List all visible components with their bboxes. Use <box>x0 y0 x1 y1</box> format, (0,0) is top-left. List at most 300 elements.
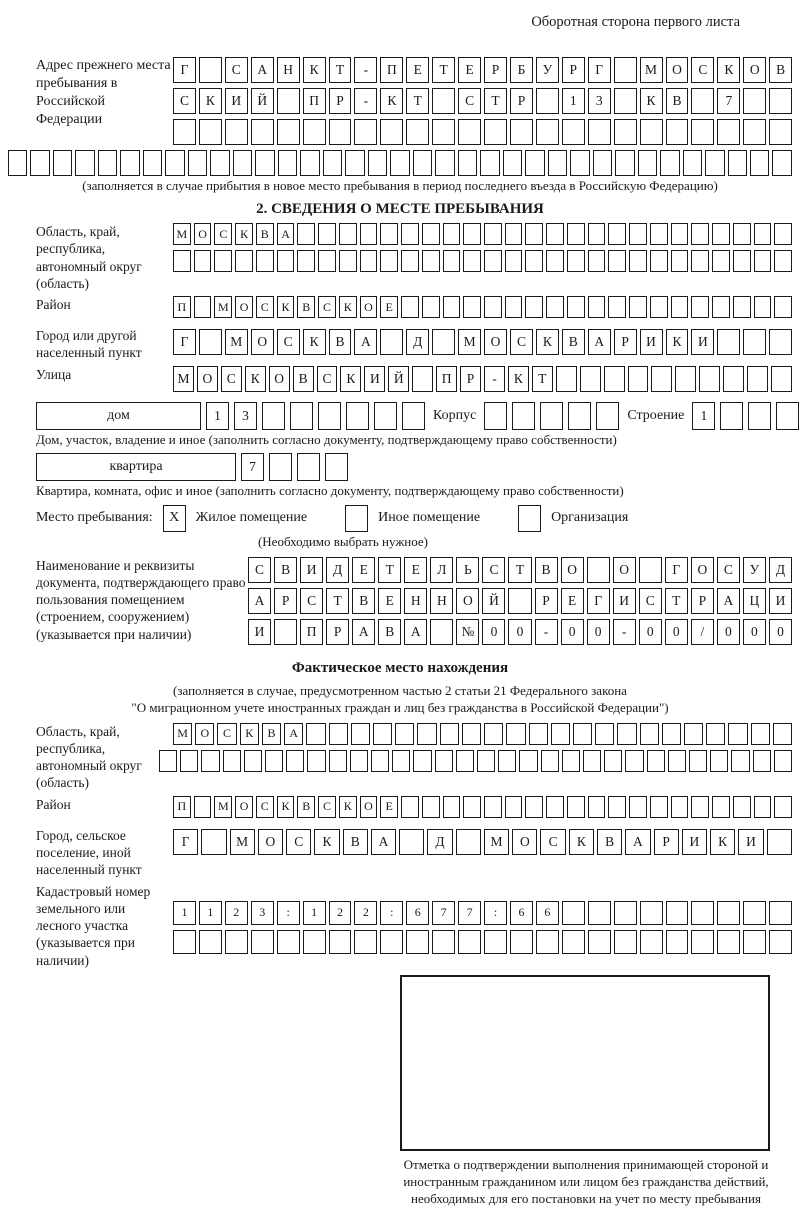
char-cell[interactable] <box>712 250 730 272</box>
char-cell[interactable] <box>608 250 626 272</box>
char-cell[interactable]: В <box>352 588 375 614</box>
char-cell[interactable]: - <box>535 619 558 645</box>
char-cell[interactable]: У <box>743 557 766 583</box>
char-cell[interactable]: И <box>682 829 707 855</box>
char-cell[interactable]: С <box>317 366 338 392</box>
char-cell[interactable] <box>671 223 689 245</box>
char-cell[interactable] <box>691 223 709 245</box>
char-cell[interactable]: С <box>214 223 232 245</box>
char-cell[interactable] <box>691 930 714 954</box>
char-cell[interactable] <box>484 119 507 145</box>
char-cell[interactable]: И <box>738 829 763 855</box>
char-cell[interactable] <box>422 250 440 272</box>
char-cell[interactable] <box>675 366 696 392</box>
char-cell[interactable]: Г <box>173 329 196 355</box>
char-cell[interactable] <box>432 88 455 114</box>
char-cell[interactable] <box>525 150 544 176</box>
char-cell[interactable]: : <box>277 901 300 925</box>
char-cell[interactable]: 2 <box>329 901 352 925</box>
char-cell[interactable]: К <box>277 796 295 818</box>
char-cell[interactable] <box>529 723 548 745</box>
char-cell[interactable]: М <box>173 366 194 392</box>
char-cell[interactable] <box>640 901 663 925</box>
char-cell[interactable]: К <box>199 88 222 114</box>
char-cell[interactable] <box>194 796 212 818</box>
char-cell[interactable] <box>562 119 585 145</box>
char-cell[interactable]: Д <box>427 829 452 855</box>
char-cell[interactable]: П <box>436 366 457 392</box>
char-cell[interactable]: А <box>251 57 274 83</box>
char-cell[interactable]: В <box>274 557 297 583</box>
char-cell[interactable] <box>435 150 454 176</box>
char-cell[interactable] <box>329 723 348 745</box>
char-cell[interactable]: А <box>588 329 611 355</box>
char-cell[interactable]: М <box>173 223 191 245</box>
char-cell[interactable] <box>662 723 681 745</box>
char-cell[interactable] <box>210 150 229 176</box>
char-cell[interactable] <box>567 250 585 272</box>
char-cell[interactable] <box>255 150 274 176</box>
char-cell[interactable]: : <box>484 901 507 925</box>
char-cell[interactable] <box>306 723 325 745</box>
char-cell[interactable] <box>588 901 611 925</box>
char-cell[interactable]: К <box>245 366 266 392</box>
char-cell[interactable] <box>691 296 709 318</box>
char-cell[interactable]: И <box>769 588 792 614</box>
char-cell[interactable]: Е <box>378 588 401 614</box>
char-cell[interactable]: И <box>613 588 636 614</box>
char-cell[interactable] <box>303 119 326 145</box>
char-cell[interactable]: Т <box>432 57 455 83</box>
char-cell[interactable]: О <box>743 57 766 83</box>
char-cell[interactable]: Т <box>326 588 349 614</box>
char-cell[interactable] <box>614 57 637 83</box>
char-cell[interactable] <box>691 250 709 272</box>
char-cell[interactable]: Й <box>388 366 409 392</box>
char-cell[interactable]: Т <box>508 557 531 583</box>
char-cell[interactable] <box>422 796 440 818</box>
char-cell[interactable]: О <box>613 557 636 583</box>
char-cell[interactable]: С <box>510 329 533 355</box>
char-cell[interactable] <box>754 296 772 318</box>
char-cell[interactable]: 7 <box>458 901 481 925</box>
char-cell[interactable] <box>629 250 647 272</box>
char-cell[interactable]: Р <box>691 588 714 614</box>
char-cell[interactable] <box>380 329 403 355</box>
stay-type-checkbox-organization[interactable] <box>518 505 541 532</box>
char-cell[interactable] <box>750 150 769 176</box>
char-cell[interactable] <box>173 930 196 954</box>
char-cell[interactable] <box>717 119 740 145</box>
char-cell[interactable]: К <box>536 329 559 355</box>
char-cell[interactable] <box>194 296 212 318</box>
char-cell[interactable] <box>401 796 419 818</box>
char-cell[interactable]: 1 <box>199 901 222 925</box>
char-cell[interactable]: В <box>297 796 315 818</box>
char-cell[interactable] <box>458 930 481 954</box>
char-cell[interactable] <box>120 150 139 176</box>
char-cell[interactable]: № <box>456 619 479 645</box>
char-cell[interactable]: В <box>262 723 281 745</box>
char-cell[interactable] <box>717 930 740 954</box>
char-cell[interactable]: С <box>482 557 505 583</box>
char-cell[interactable] <box>683 150 702 176</box>
char-cell[interactable] <box>650 223 668 245</box>
char-cell[interactable]: 0 <box>639 619 662 645</box>
char-cell[interactable] <box>588 250 606 272</box>
char-cell[interactable] <box>748 402 771 430</box>
char-cell[interactable]: С <box>318 296 336 318</box>
char-cell[interactable] <box>480 150 499 176</box>
char-cell[interactable]: 0 <box>717 619 740 645</box>
char-cell[interactable] <box>562 901 585 925</box>
char-cell[interactable] <box>573 723 592 745</box>
char-cell[interactable] <box>614 88 637 114</box>
char-cell[interactable] <box>628 366 649 392</box>
char-cell[interactable] <box>769 930 792 954</box>
char-cell[interactable] <box>720 402 743 430</box>
char-cell[interactable] <box>699 366 720 392</box>
char-cell[interactable] <box>774 223 792 245</box>
char-cell[interactable] <box>406 119 429 145</box>
char-cell[interactable] <box>650 296 668 318</box>
char-cell[interactable] <box>691 88 714 114</box>
char-cell[interactable] <box>773 723 792 745</box>
char-cell[interactable] <box>548 150 567 176</box>
char-cell[interactable] <box>639 557 662 583</box>
char-cell[interactable] <box>325 453 348 481</box>
char-cell[interactable]: А <box>371 829 396 855</box>
char-cell[interactable] <box>567 796 585 818</box>
char-cell[interactable] <box>772 150 791 176</box>
char-cell[interactable] <box>723 366 744 392</box>
char-cell[interactable] <box>743 901 766 925</box>
char-cell[interactable] <box>354 930 377 954</box>
char-cell[interactable] <box>456 750 474 772</box>
char-cell[interactable] <box>525 223 543 245</box>
char-cell[interactable]: О <box>258 829 283 855</box>
char-cell[interactable]: - <box>484 366 505 392</box>
char-cell[interactable] <box>754 796 772 818</box>
char-cell[interactable] <box>477 750 495 772</box>
char-cell[interactable] <box>278 150 297 176</box>
char-cell[interactable] <box>536 119 559 145</box>
char-cell[interactable]: Р <box>614 329 637 355</box>
char-cell[interactable] <box>508 588 531 614</box>
char-cell[interactable]: Е <box>380 796 398 818</box>
char-cell[interactable]: Р <box>329 88 352 114</box>
char-cell[interactable] <box>458 150 477 176</box>
char-cell[interactable] <box>462 723 481 745</box>
char-cell[interactable]: 3 <box>234 402 257 430</box>
char-cell[interactable]: - <box>354 57 377 83</box>
char-cell[interactable] <box>733 796 751 818</box>
char-cell[interactable] <box>546 296 564 318</box>
char-cell[interactable]: К <box>339 796 357 818</box>
char-cell[interactable] <box>463 223 481 245</box>
char-cell[interactable] <box>269 453 292 481</box>
char-cell[interactable] <box>286 750 304 772</box>
char-cell[interactable] <box>556 366 577 392</box>
char-cell[interactable] <box>350 750 368 772</box>
char-cell[interactable] <box>671 296 689 318</box>
char-cell[interactable]: Т <box>406 88 429 114</box>
char-cell[interactable] <box>173 119 196 145</box>
char-cell[interactable] <box>588 119 611 145</box>
char-cell[interactable] <box>351 723 370 745</box>
char-cell[interactable]: А <box>354 329 377 355</box>
char-cell[interactable] <box>265 750 283 772</box>
char-cell[interactable]: 7 <box>717 88 740 114</box>
char-cell[interactable] <box>691 119 714 145</box>
char-cell[interactable] <box>691 901 714 925</box>
char-cell[interactable]: В <box>769 57 792 83</box>
char-cell[interactable]: К <box>277 296 295 318</box>
char-cell[interactable]: Ь <box>456 557 479 583</box>
char-cell[interactable] <box>199 930 222 954</box>
char-cell[interactable] <box>297 250 315 272</box>
char-cell[interactable]: В <box>293 366 314 392</box>
char-cell[interactable]: М <box>214 296 232 318</box>
char-cell[interactable] <box>774 296 792 318</box>
char-cell[interactable] <box>751 723 770 745</box>
char-cell[interactable]: С <box>217 723 236 745</box>
char-cell[interactable] <box>463 796 481 818</box>
char-cell[interactable] <box>705 150 724 176</box>
char-cell[interactable]: О <box>197 366 218 392</box>
char-cell[interactable]: 0 <box>743 619 766 645</box>
char-cell[interactable]: С <box>256 296 274 318</box>
char-cell[interactable] <box>604 750 622 772</box>
char-cell[interactable] <box>484 402 507 430</box>
char-cell[interactable]: Д <box>769 557 792 583</box>
char-cell[interactable] <box>435 750 453 772</box>
char-cell[interactable] <box>743 88 766 114</box>
char-cell[interactable] <box>300 150 319 176</box>
char-cell[interactable] <box>671 796 689 818</box>
char-cell[interactable]: О <box>484 329 507 355</box>
char-cell[interactable] <box>354 119 377 145</box>
char-cell[interactable]: О <box>195 723 214 745</box>
char-cell[interactable]: Е <box>458 57 481 83</box>
char-cell[interactable] <box>251 119 274 145</box>
char-cell[interactable]: : <box>380 901 403 925</box>
char-cell[interactable] <box>551 723 570 745</box>
char-cell[interactable] <box>629 296 647 318</box>
char-cell[interactable]: И <box>640 329 663 355</box>
char-cell[interactable] <box>413 150 432 176</box>
char-cell[interactable] <box>733 250 751 272</box>
char-cell[interactable] <box>774 250 792 272</box>
char-cell[interactable]: И <box>300 557 323 583</box>
char-cell[interactable] <box>774 796 792 818</box>
char-cell[interactable] <box>771 366 792 392</box>
char-cell[interactable]: 0 <box>587 619 610 645</box>
char-cell[interactable] <box>75 150 94 176</box>
char-cell[interactable] <box>650 796 668 818</box>
char-cell[interactable] <box>754 223 772 245</box>
char-cell[interactable] <box>743 930 766 954</box>
char-cell[interactable] <box>510 930 533 954</box>
char-cell[interactable] <box>596 402 619 430</box>
char-cell[interactable] <box>412 366 433 392</box>
char-cell[interactable] <box>406 930 429 954</box>
stay-type-checkbox-other[interactable] <box>345 505 368 532</box>
char-cell[interactable]: О <box>194 223 212 245</box>
char-cell[interactable] <box>392 750 410 772</box>
char-cell[interactable]: М <box>640 57 663 83</box>
char-cell[interactable] <box>318 223 336 245</box>
char-cell[interactable]: 7 <box>241 453 264 481</box>
char-cell[interactable] <box>199 57 222 83</box>
char-cell[interactable]: К <box>235 223 253 245</box>
char-cell[interactable]: Ц <box>743 588 766 614</box>
char-cell[interactable] <box>536 930 559 954</box>
char-cell[interactable] <box>650 250 668 272</box>
char-cell[interactable] <box>329 119 352 145</box>
char-cell[interactable]: О <box>360 796 378 818</box>
char-cell[interactable] <box>774 750 792 772</box>
char-cell[interactable]: В <box>535 557 558 583</box>
char-cell[interactable] <box>731 750 749 772</box>
char-cell[interactable] <box>498 750 516 772</box>
char-cell[interactable]: Е <box>380 296 398 318</box>
char-cell[interactable] <box>769 119 792 145</box>
char-cell[interactable]: Р <box>535 588 558 614</box>
char-cell[interactable] <box>235 250 253 272</box>
char-cell[interactable] <box>706 723 725 745</box>
char-cell[interactable] <box>769 88 792 114</box>
char-cell[interactable] <box>519 750 537 772</box>
char-cell[interactable]: П <box>380 57 403 83</box>
char-cell[interactable]: С <box>256 796 274 818</box>
char-cell[interactable] <box>277 250 295 272</box>
char-cell[interactable]: И <box>364 366 385 392</box>
char-cell[interactable] <box>588 296 606 318</box>
char-cell[interactable] <box>262 402 285 430</box>
char-cell[interactable]: 1 <box>206 402 229 430</box>
char-cell[interactable] <box>346 402 369 430</box>
char-cell[interactable]: 0 <box>665 619 688 645</box>
char-cell[interactable] <box>587 557 610 583</box>
char-cell[interactable]: М <box>214 796 232 818</box>
char-cell[interactable]: 0 <box>508 619 531 645</box>
char-cell[interactable] <box>747 366 768 392</box>
char-cell[interactable]: И <box>248 619 271 645</box>
char-cell[interactable] <box>546 796 564 818</box>
char-cell[interactable] <box>638 150 657 176</box>
char-cell[interactable]: К <box>314 829 339 855</box>
char-cell[interactable] <box>399 829 424 855</box>
char-cell[interactable] <box>307 750 325 772</box>
char-cell[interactable]: 1 <box>303 901 326 925</box>
char-cell[interactable]: Г <box>173 829 198 855</box>
char-cell[interactable]: Н <box>430 588 453 614</box>
char-cell[interactable]: П <box>173 296 191 318</box>
char-cell[interactable] <box>583 750 601 772</box>
char-cell[interactable] <box>30 150 49 176</box>
char-cell[interactable]: Т <box>532 366 553 392</box>
char-cell[interactable] <box>201 829 226 855</box>
char-cell[interactable] <box>769 329 792 355</box>
char-cell[interactable]: Р <box>510 88 533 114</box>
char-cell[interactable]: Р <box>274 588 297 614</box>
stay-type-checkbox-residential[interactable]: X <box>163 505 186 532</box>
char-cell[interactable]: Д <box>326 557 349 583</box>
char-cell[interactable] <box>647 750 665 772</box>
char-cell[interactable] <box>608 223 626 245</box>
char-cell[interactable]: С <box>318 796 336 818</box>
char-cell[interactable] <box>604 366 625 392</box>
char-cell[interactable] <box>303 930 326 954</box>
char-cell[interactable] <box>615 150 634 176</box>
char-cell[interactable]: М <box>458 329 481 355</box>
char-cell[interactable]: Е <box>561 588 584 614</box>
char-cell[interactable]: К <box>339 296 357 318</box>
char-cell[interactable] <box>505 796 523 818</box>
char-cell[interactable] <box>666 119 689 145</box>
char-cell[interactable]: А <box>277 223 295 245</box>
char-cell[interactable] <box>323 150 342 176</box>
char-cell[interactable] <box>666 930 689 954</box>
char-cell[interactable] <box>274 619 297 645</box>
char-cell[interactable] <box>318 250 336 272</box>
char-cell[interactable] <box>290 402 313 430</box>
char-cell[interactable]: М <box>173 723 192 745</box>
char-cell[interactable] <box>277 119 300 145</box>
char-cell[interactable] <box>199 119 222 145</box>
char-cell[interactable]: К <box>640 88 663 114</box>
char-cell[interactable]: 1 <box>692 402 715 430</box>
char-cell[interactable]: Г <box>173 57 196 83</box>
char-cell[interactable]: К <box>380 88 403 114</box>
char-cell[interactable] <box>743 329 766 355</box>
char-cell[interactable] <box>401 296 419 318</box>
char-cell[interactable] <box>463 296 481 318</box>
char-cell[interactable] <box>256 250 274 272</box>
char-cell[interactable]: С <box>300 588 323 614</box>
char-cell[interactable]: Т <box>329 57 352 83</box>
char-cell[interactable] <box>463 250 481 272</box>
char-cell[interactable] <box>277 930 300 954</box>
char-cell[interactable] <box>368 150 387 176</box>
char-cell[interactable] <box>484 930 507 954</box>
char-cell[interactable] <box>536 88 559 114</box>
char-cell[interactable] <box>380 223 398 245</box>
char-cell[interactable]: К <box>303 329 326 355</box>
char-cell[interactable] <box>608 296 626 318</box>
char-cell[interactable] <box>629 223 647 245</box>
char-cell[interactable]: - <box>613 619 636 645</box>
char-cell[interactable] <box>541 750 559 772</box>
char-cell[interactable] <box>380 119 403 145</box>
char-cell[interactable] <box>595 723 614 745</box>
char-cell[interactable]: Е <box>406 57 429 83</box>
char-cell[interactable]: Т <box>378 557 401 583</box>
char-cell[interactable] <box>297 223 315 245</box>
char-cell[interactable]: А <box>717 588 740 614</box>
char-cell[interactable]: С <box>277 329 300 355</box>
char-cell[interactable]: 3 <box>588 88 611 114</box>
char-cell[interactable] <box>570 150 589 176</box>
char-cell[interactable] <box>214 250 232 272</box>
char-cell[interactable] <box>712 296 730 318</box>
char-cell[interactable] <box>297 453 320 481</box>
char-cell[interactable] <box>567 296 585 318</box>
char-cell[interactable]: С <box>717 557 740 583</box>
char-cell[interactable]: 6 <box>510 901 533 925</box>
char-cell[interactable] <box>712 796 730 818</box>
